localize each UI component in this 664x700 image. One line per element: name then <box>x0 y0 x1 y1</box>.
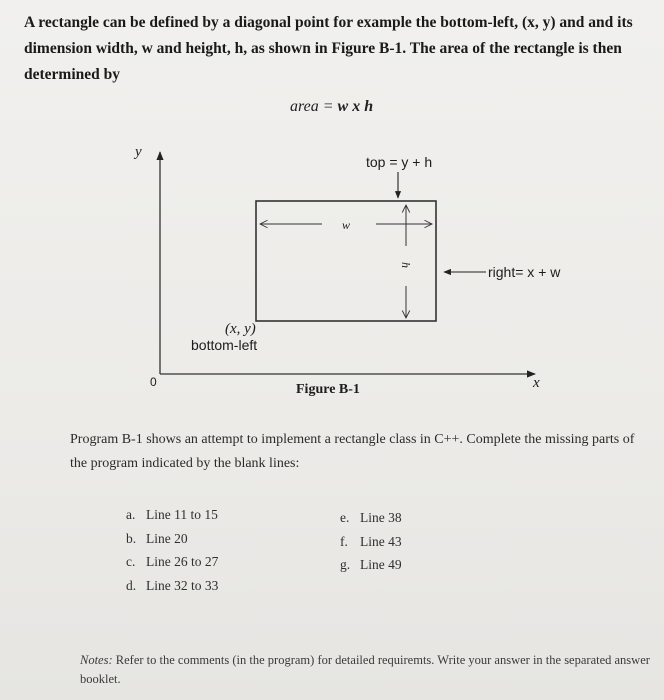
list-item <box>126 550 218 574</box>
list-item-letter: e. <box>340 510 350 525</box>
list-item <box>340 530 402 554</box>
point-label: (x, y) <box>225 321 256 337</box>
y-axis-label: y <box>135 144 142 160</box>
list-item-letter: c. <box>126 554 136 569</box>
intro-paragraph: A rectangle can be defined by a diagonal point for example the bottom-left, (x, y) and and its dimension width, w and height, h, as shown in Figure B-1. The area of the rectangle is then determined by <box>24 14 633 83</box>
corner-label: bottom-left <box>191 337 258 353</box>
figure-caption: Figure B-1 <box>296 382 360 397</box>
list-item <box>126 527 218 551</box>
top-label: top = y + h <box>366 154 433 170</box>
formula-equals: = <box>322 98 334 115</box>
notes-text: Refer to the comments (in the program) for detailed requiremts. Write your answer in the separated answer booklet. <box>80 653 650 686</box>
notes-paragraph <box>80 651 650 689</box>
task-list-right <box>340 506 402 577</box>
formula-rhs: w x h <box>337 98 374 115</box>
list-item <box>126 574 218 598</box>
list-item <box>340 553 402 577</box>
list-item-text: Line 11 to 15 <box>146 507 218 522</box>
figure-b1-diagram <box>0 130 664 420</box>
list-item <box>126 503 218 527</box>
task-list-left <box>126 503 218 597</box>
list-item <box>340 506 402 530</box>
width-label: w <box>342 218 351 232</box>
list-item-text: Line 26 to 27 <box>146 554 219 569</box>
notes-label: Notes: <box>80 653 113 667</box>
origin-label: 0 <box>150 375 157 389</box>
formula-lhs: area <box>290 98 319 115</box>
list-item-text: Line 43 <box>360 533 402 549</box>
area-formula <box>290 98 373 116</box>
height-label: h <box>399 262 413 268</box>
list-item-letter: g. <box>340 557 351 572</box>
program-description: Program B-1 shows an attempt to implement a rectangle class in C++. Complete the missing parts of the program indicated by the blank lines: <box>70 432 635 471</box>
list-item-text: Line 38 <box>360 510 402 525</box>
x-axis-label: x <box>533 375 540 391</box>
list-item-letter: d. <box>126 577 137 593</box>
list-item-text: Line 32 to 33 <box>146 577 219 593</box>
list-item-letter: f. <box>340 533 348 549</box>
list-item-text: Line 49 <box>360 557 402 572</box>
list-item-letter: b. <box>126 530 137 546</box>
list-item-letter: a. <box>126 507 136 522</box>
right-label: right= x + w <box>488 264 561 280</box>
list-item-text: Line 20 <box>146 530 188 546</box>
